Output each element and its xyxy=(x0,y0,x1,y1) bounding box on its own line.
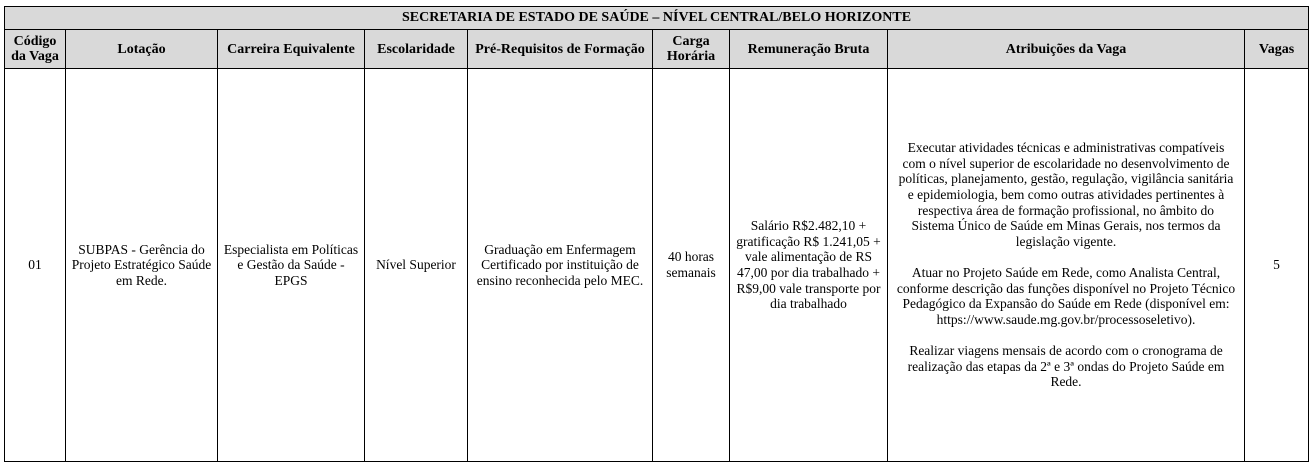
table-title: SECRETARIA DE ESTADO DE SAÚDE – NÍVEL CENTRAL/BELO HORIZONTE xyxy=(5,7,1309,30)
table-title-row xyxy=(5,7,1309,30)
header-carga-horaria: Carga Horária xyxy=(653,30,730,69)
cell-codigo: 01 xyxy=(5,69,66,462)
atribuicao-paragraph: Executar atividades técnicas e administrativas compatíveis com o nível superior de escolaridade no desenvolvimento de políticas, planejamento, gestão, regulação, vigilância sanitária e epidemiologia, bem como outras atividades pertinentes à respectiva área de formação profissional, no âmbito do Sistema Único de Saúde em Minas Gerais, nos termos da legislação vigente. xyxy=(898,140,1234,249)
cell-lotacao: SUBPAS - Gerência do Projeto Estratégico Saúde em Rede. xyxy=(66,69,218,462)
table-header-row xyxy=(5,30,1309,69)
header-escolaridade: Escolaridade xyxy=(365,30,468,69)
header-codigo-da-vaga: Código da Vaga xyxy=(5,30,66,69)
table-row xyxy=(5,69,1309,462)
cell-escolaridade: Nível Superior xyxy=(365,69,468,462)
atribuicao-paragraph: Atuar no Projeto Saúde em Rede, como Analista Central, conforme descrição das funções disponível no Projeto Técnico Pedagógico da Expansão do Saúde em Rede (disponível em: https://www.saude.mg.gov.br/processoseletivo). xyxy=(896,265,1236,327)
header-vagas: Vagas xyxy=(1245,30,1309,69)
cell-remuneracao: Salário R$2.482,10 + gratificação R$ 1.241,05 + vale alimentação de RS 47,00 por dia trabalhado + R$9,00 vale transporte por dia trabalhado xyxy=(730,69,888,462)
header-pre-requisitos: Pré-Requisitos de Formação xyxy=(468,30,653,69)
atribuicao-paragraph: Realizar viagens mensais de acordo com o cronograma de realização das etapas da 2ª e 3ª ondas do Projeto Saúde em Rede. xyxy=(907,342,1225,390)
header-atribuicoes-da-vaga: Atribuições da Vaga xyxy=(888,30,1245,69)
header-lotacao: Lotação xyxy=(66,30,218,69)
header-remuneracao-bruta: Remuneração Bruta xyxy=(730,30,888,69)
cell-carreira: Especialista em Políticas e Gestão da Saúde - EPGS xyxy=(218,69,365,462)
cell-vagas: 5 xyxy=(1245,69,1309,462)
cell-atribuicoes xyxy=(888,69,1245,462)
cell-pre-requisitos: Graduação em Enfermagem Certificado por instituição de ensino reconhecida pelo MEC. xyxy=(468,69,653,462)
cell-carga-horaria: 40 horas semanais xyxy=(653,69,730,462)
header-carreira-equivalente: Carreira Equivalente xyxy=(218,30,365,69)
vagas-table xyxy=(4,6,1309,462)
